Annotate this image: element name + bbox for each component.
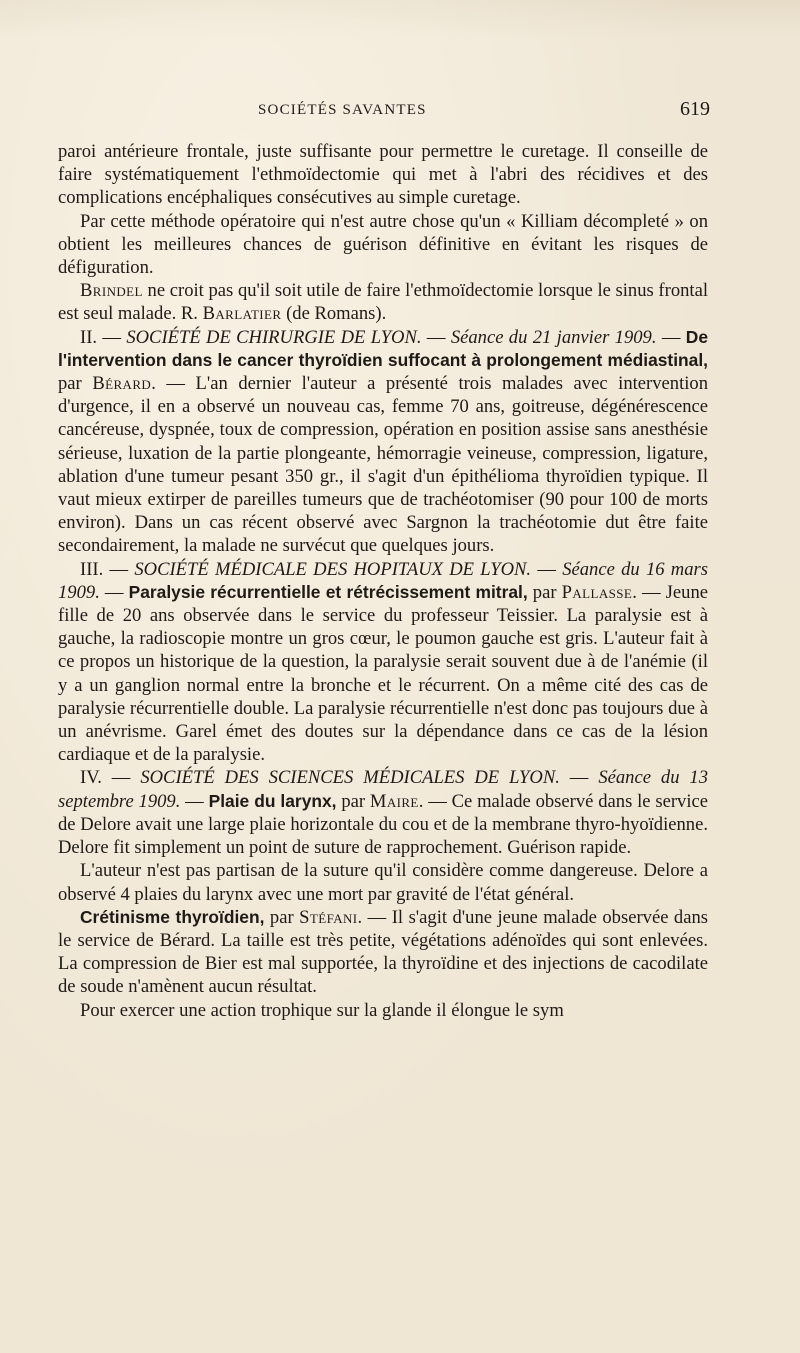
section-societe-chirurgie <box>58 326 708 558</box>
section-societe-medicale <box>58 558 708 767</box>
paragraph-trophique: Pour exercer une action trophique sur la glande il élongue le sym <box>80 999 564 1021</box>
paragraph-suture: L'auteur n'est pas partisan de la suture qu'il considère comme dangereuse. Delore a observé 4 plaies du larynx avec une mort par gravité de l'état général. <box>58 860 708 905</box>
by-word: par <box>58 373 93 395</box>
running-head: SOCIÉTÉS SAVANTES <box>258 102 427 118</box>
separator: — <box>421 326 451 348</box>
author-name: Maire <box>369 790 419 812</box>
section-number: IV. — <box>80 767 141 789</box>
paragraph-text: . — Il s'agit d'une jeune malade observée dans le service de Bérard. La taille est très petite, végétations adénoïdes qui sont enlevées. La compression de Bier est mal supportée, la thyroïdine et des injections de cacodilate de soude n'amènent aucun résultat. <box>58 906 709 998</box>
section-text: . — Ce malade observé dans le service de Delore avait une large plaie horizontale du cou et de la membrane thyro-hyoïdienne. Delore fit simplement un point de suture de rapprochement. Guérison rapide. <box>58 790 708 859</box>
article-title: Paralysie récurrentielle et rétrécissement mitral, <box>128 581 528 602</box>
author-name: Pallasse <box>561 581 633 603</box>
by-word: par <box>527 581 562 603</box>
article-title: Plaie du larynx, <box>208 790 337 811</box>
session-date: Séance du 16 mars 1909. <box>58 558 709 603</box>
society-name: SOCIÉTÉ MÉDICALE DES HOPITAUX DE LYON. <box>134 558 532 580</box>
section-number: II. — <box>80 326 127 348</box>
session-date: Séance du 13 septembre 1909. <box>58 767 709 812</box>
section-text: . — L'an dernier l'auteur a présenté trois malades avec intervention d'urgence, il en a observé un nouveau cas, femme 70 ans, goitreuse, dégénérescence cancéreuse, dyspnée, toux de compression, opération en position assise sans anesthésie sérieuse, luxation de la partie plongeante, hémorragie veineuse, compression, ligature, ablation d'une tumeur pesant 350 gr., il s'agit d'un épithélioma thyroïdien typique. Il vaut mieux extirper de pareilles tumeurs que de trachéotomiser (90 pour 100 de morts environ). Dans un cas récent observé avec Sargnon la trachéotomie dut être faite secondairement, la malade ne survécut que quelques jours. <box>58 373 709 557</box>
section-number: III. — <box>80 558 135 580</box>
society-name: SOCIÉTÉ DE CHIRURGIE DE LYON. <box>126 326 422 348</box>
signature-initial: R. <box>180 303 203 325</box>
separator: — <box>656 326 686 348</box>
body-text <box>58 140 708 1022</box>
separator: — <box>180 790 209 812</box>
author-name: Brindel <box>80 280 143 302</box>
section-text: . — Jeune fille de 20 ans observée dans le service du professeur Teissier. La paralysie est à gauche, la radioscopie montre un gros cœur, le poumon gauche est gris. L'auteur fait à ce propos un historique de la question, la paralysie serait souvent due à de l'anémie (il y a un ganglion normal entre la bronche et le récurrent. On a même cité des cas de paralysie récurrentielle double. La paralysie récurrentielle n'est donc pas toujours due à un anévrisme. Garel émet des doutes sur la dépendance dans ce cas de la lésion cardiaque et de la paralysie. <box>58 581 709 766</box>
paragraph-cretinisme <box>58 906 708 999</box>
paragraph-killiam: Par cette méthode opératoire qui n'est autre chose qu'un « Killiam décompleté » on obtient les meilleures chances de guérison définitive en évitant les risques de défiguration. <box>58 210 708 279</box>
author-name: Bérard <box>92 373 152 395</box>
signature-place: (de Romans). <box>281 303 387 325</box>
page-header <box>58 98 710 128</box>
paragraph-brindel <box>58 279 708 325</box>
paragraph-curetage: paroi antérieure frontale, juste suffisante pour permettre le curetage. Il conseille de faire systématiquement l'ethmoïdectomie qui met à l'abri des récidives et des complications encéphaliques consécutives au simple curetage. <box>58 141 708 209</box>
signature-name: Barlatier <box>202 303 282 325</box>
paragraph-text: ne croit pas qu'il soit utile de faire l'ethmoïdectomie lorsque le sinus frontal est seul malade. <box>58 280 708 325</box>
author-name: Stéfani <box>299 906 358 928</box>
section-societe-sciences <box>58 766 708 859</box>
separator: — <box>531 558 563 580</box>
separator: — <box>99 581 129 603</box>
page-number: 619 <box>680 98 710 120</box>
by-word: par <box>264 906 300 928</box>
session-date: Séance du 21 janvier 1909. <box>450 326 657 348</box>
society-name: SOCIÉTÉ DES SCIENCES MÉDICALES DE LYON. <box>140 767 560 789</box>
by-word: par <box>336 790 370 812</box>
article-title: Crétinisme thyroïdien, <box>80 906 265 927</box>
article-title: De l'intervention dans le cancer thyroïdien suffocant à prolongement médiastinal, <box>58 326 708 370</box>
separator: — <box>559 767 599 789</box>
